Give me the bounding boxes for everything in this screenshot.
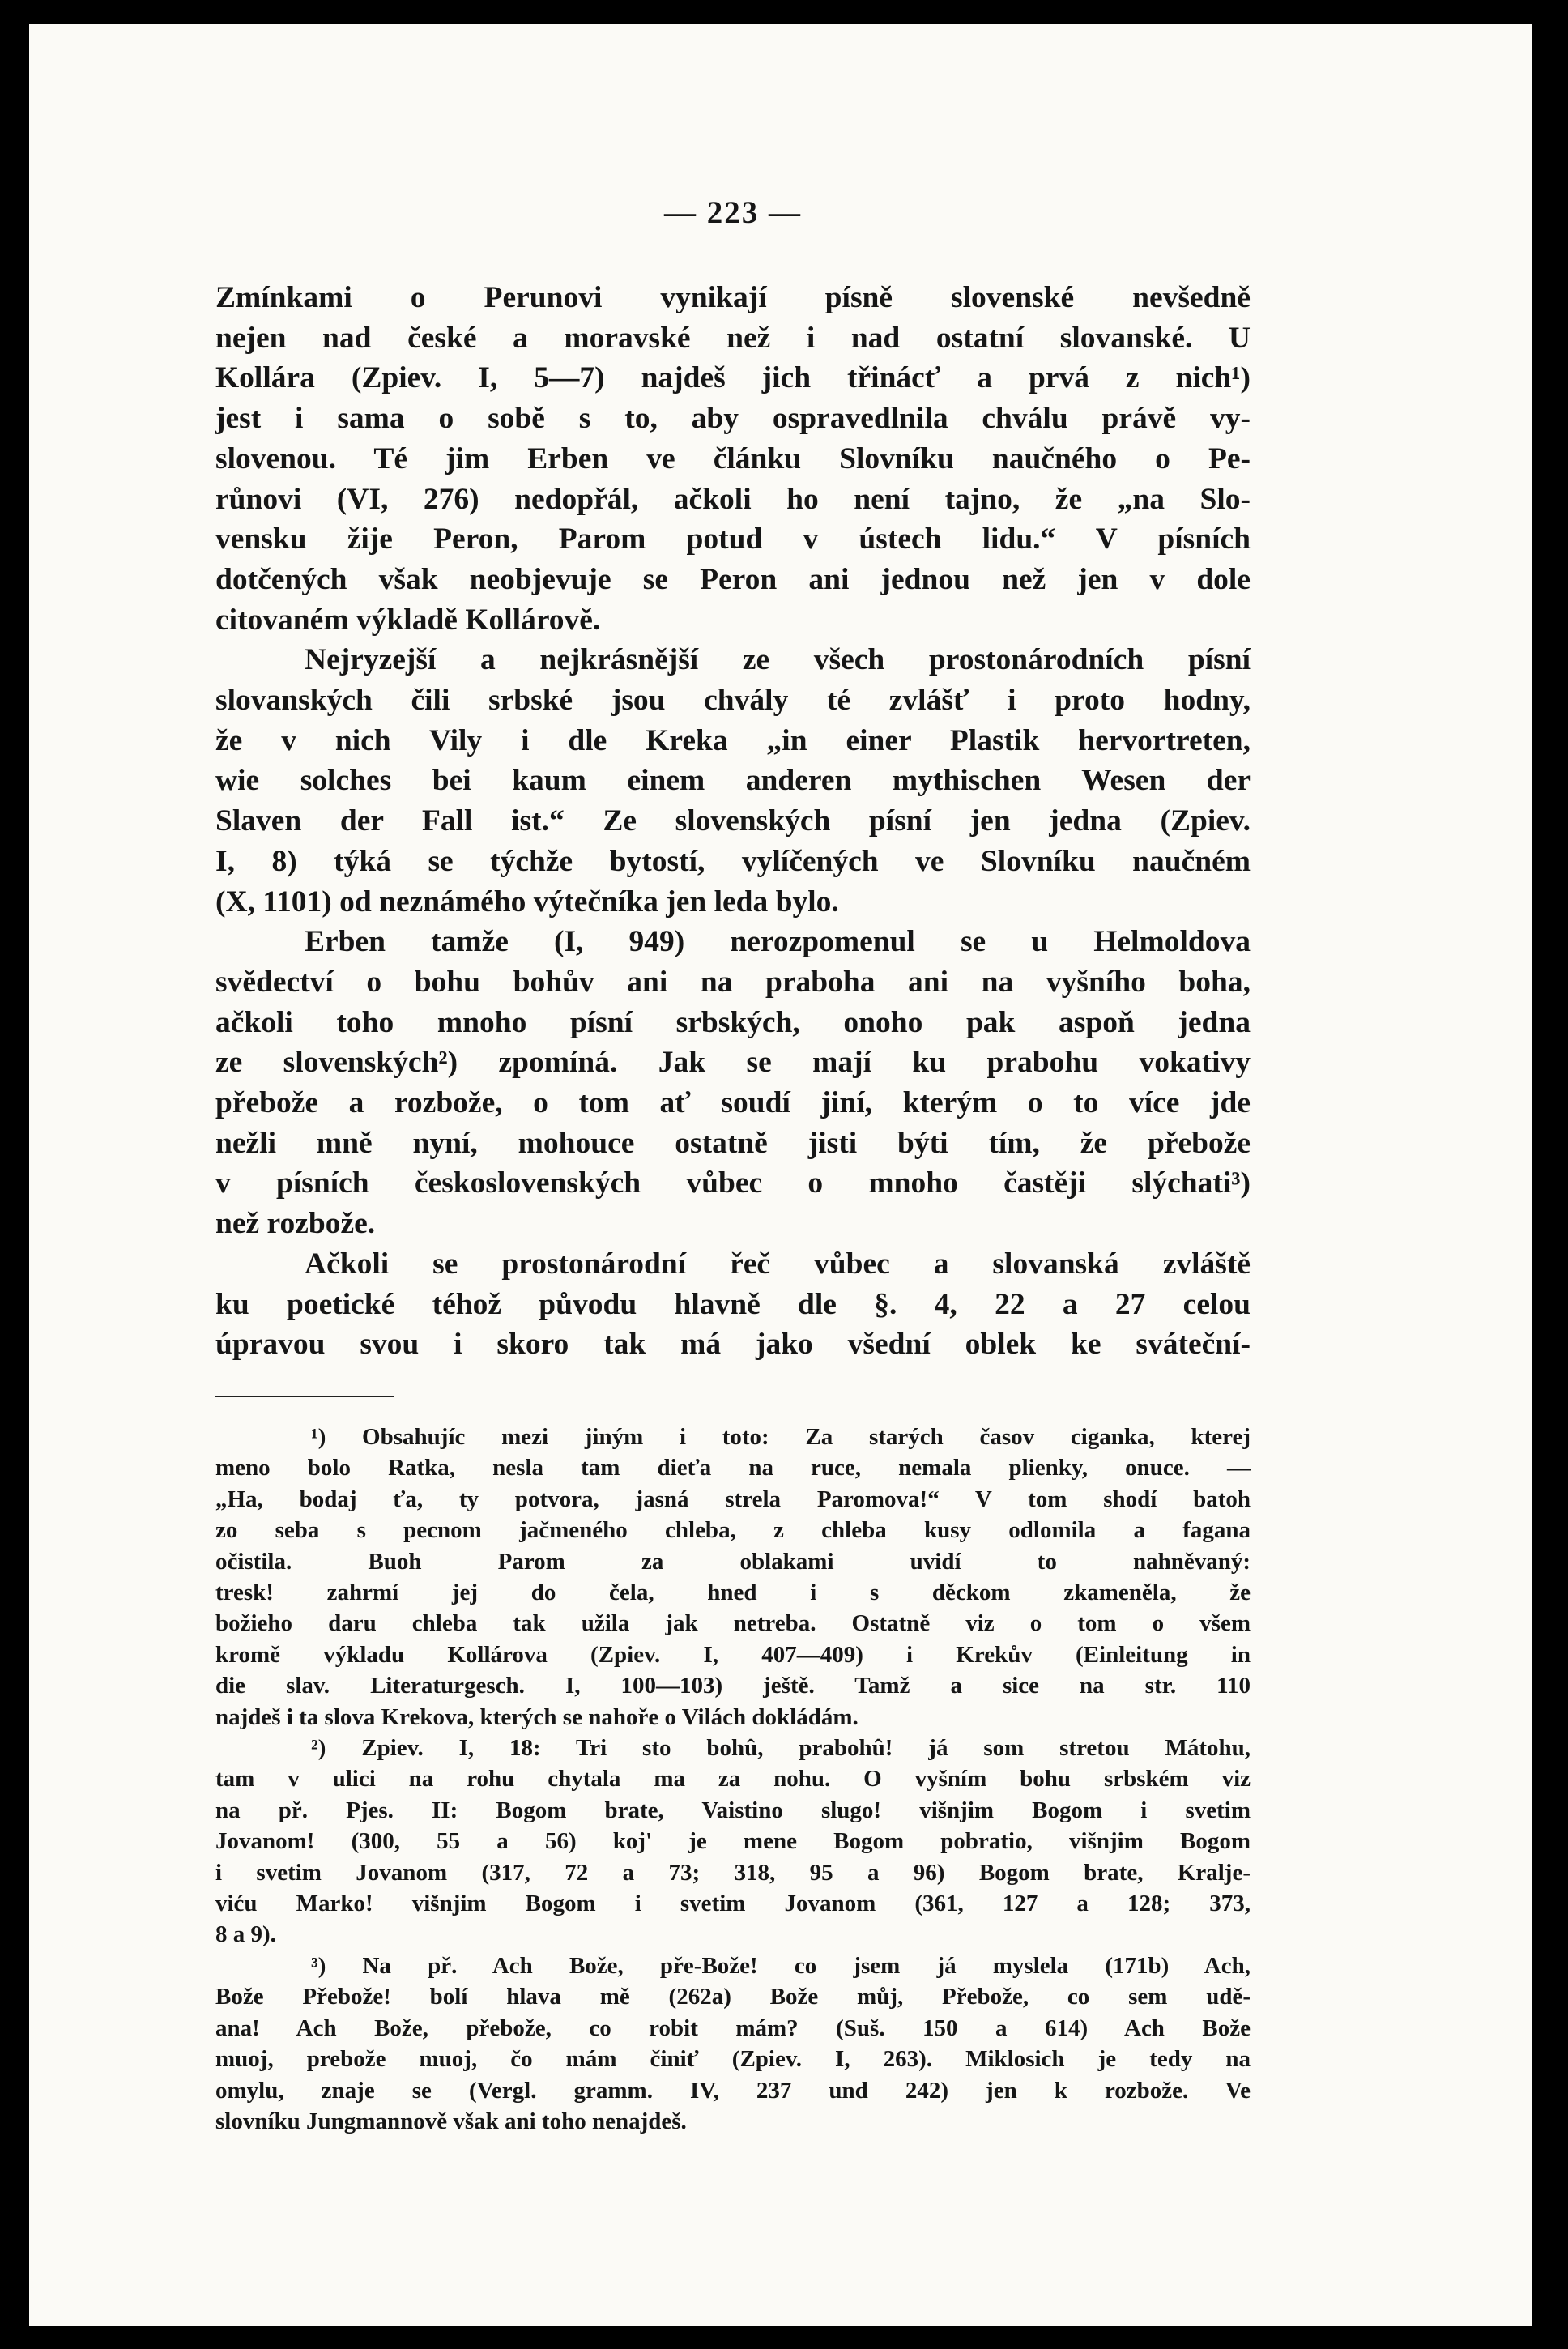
footnote-line: najdeš i ta slova Krekova, kterých se nahoře o Vilách dokládám.	[215, 1703, 859, 1730]
text-line: ku poetické téhož původu hlavně dle §. 4, 22 a 27 celou	[215, 1287, 1251, 1321]
footnote-line: Jovanom! (300, 55 a 56) koj' je mene Bogom pobratio, višnjim Bogom	[215, 1828, 1251, 1855]
paragraph-3	[215, 922, 1251, 1244]
footnote-line: omylu, znaje se (Vergl. gramm. IV, 237 und 242) jen k rozbože. Ve	[215, 2077, 1251, 2104]
footnote-line: slovníku Jungmannově však ani toho nenajdeš.	[215, 2108, 687, 2134]
text-line: růnovi (VI, 276) nedopřál, ačkoli ho není tajno, že „na Slo-	[215, 482, 1251, 516]
text-line: citovaném výkladě Kollárově.	[215, 603, 601, 637]
text-line: dotčených však neobjevuje se Peron ani jednou než jen v dole	[215, 562, 1251, 596]
footnote-line: ana! Ach Bože, přebože, co robit mám? (Suš. 150 a 614) Ach Bože	[215, 2014, 1251, 2041]
footnote-line: ¹) Obsahujíc mezi jiným i toto: Za starých časov ciganka, kterej	[311, 1423, 1251, 1450]
footnote-line: meno bolo Ratka, nesla tam dieťa na ruce, nemala plienky, onuce. —	[215, 1455, 1251, 1481]
footnote-line: tam v ulici na rohu chytala ma za nohu. O vyšním bohu srbském viz	[215, 1766, 1251, 1793]
footnote-line: božieho daru chleba tak užila jak netreba. Ostatně viz o tom o všem	[215, 1610, 1251, 1637]
footnote-line: „Ha, bodaj ťa, ty potvora, jasná strela Paromova!“ V tom shodí batoh	[215, 1486, 1251, 1512]
text-line: slovanských čili srbské jsou chvály té zvlášť i proto hodny,	[215, 684, 1251, 718]
text-line: Erben tamže (I, 949) nerozpomenul se u Helmoldova	[305, 925, 1251, 959]
scan-border	[29, 0, 1532, 24]
footnote-line: ³) Na př. Ach Bože, pře-Bože! co jsem já myslela (171b) Ach,	[311, 1952, 1251, 1979]
text-line: Nejryzejší a nejkrásnější ze všech prostonárodních písní	[305, 643, 1251, 677]
footnote-separator	[215, 1396, 394, 1397]
footnote-line: tresk! zahrmí jej do čela, hned i s děckom zkameněla, že	[215, 1580, 1251, 1606]
text-line: ze slovenských²) zpomíná. Jak se mají ku prabohu vokativy	[215, 1046, 1251, 1080]
footnote-line: muoj, prebože muoj, čo mám činiť (Zpiev. I, 263). Miklosich je tedy na	[215, 2046, 1251, 2073]
footnote-line: die slav. Literaturgesch. I, 100—103) ještě. Tamž a sice na str. 110	[215, 1673, 1251, 1699]
paragraph-1	[215, 278, 1251, 640]
text-line: svědectví o bohu bohův ani na praboha ani na vyšního boha,	[215, 965, 1251, 999]
text-line: Zmínkami o Perunovi vynikají písně slovenské nevšedně	[215, 281, 1251, 314]
footnote-line: ²) Zpiev. I, 18: Tri sto bohû, prabohû! já som stretou Mátohu,	[311, 1735, 1251, 1762]
text-line: než rozbože.	[215, 1207, 376, 1241]
page-content	[215, 194, 1251, 2137]
text-line: slovenou. Té jim Erben ve článku Slovníku naučného o Pe-	[215, 441, 1251, 475]
text-line: wie solches bei kaum einem anderen mythischen Wesen der	[215, 764, 1251, 798]
text-line: úpravou svou i skoro tak má jako všední oblek ke sváteční-	[215, 1328, 1251, 1362]
text-line: Ačkoli se prostonárodní řeč vůbec a slovanská zvláště	[305, 1247, 1251, 1281]
footnote-line: očistila. Buoh Parom za oblakami uvidí to nahněvaný:	[215, 1548, 1251, 1575]
text-line: Kollára (Zpiev. I, 5—7) najdeš jich třinácť a prvá z nich¹)	[215, 361, 1251, 395]
text-line: přebože a rozbože, o tom ať soudí jiní, kterým o to více jde	[215, 1086, 1251, 1120]
text-line: v písních československých vůbec o mnoho častěji slýchati³)	[215, 1166, 1251, 1200]
paragraph-4	[215, 1244, 1251, 1365]
text-line: Slaven der Fall ist.“ Ze slovenských písní jen jedna (Zpiev.	[215, 804, 1251, 838]
text-line: že v nich Vily i dle Kreka „in einer Plastik hervortreten,	[215, 723, 1251, 757]
footnote-line: zo seba s pecnom jačmeného chleba, z chleba kusy odlomila a fagana	[215, 1517, 1251, 1544]
text-line: ačkoli toho mnoho písní srbských, onoho pak aspoň jedna	[215, 1005, 1251, 1039]
text-line: (X, 1101) od neznámého výtečníka jen leda bylo.	[215, 885, 839, 919]
footnote-line: kromě výkladu Kollárova (Zpiev. I, 407—409) i Krekův (Einleitung in	[215, 1641, 1251, 1668]
text-line: jest i sama o sobě s to, aby ospravedlnila chválu právě vy-	[215, 402, 1251, 436]
text-line: nežli mně nyní, mohouce ostatně jisti býti tím, že přebože	[215, 1126, 1251, 1160]
footnote-line: viću Marko! višnjim Bogom i svetim Jovanom (361, 127 a 128; 373,	[215, 1891, 1251, 1917]
text-line: nejen nad české a moravské než i nad ostatní slovanské. U	[215, 321, 1251, 355]
footnote-line: na př. Pjes. II: Bogom brate, Vaistino slugo! višnjim Bogom i svetim	[215, 1797, 1251, 1823]
footnote-3	[215, 1950, 1251, 2137]
page-number: — 223 —	[664, 195, 802, 230]
text-line: vensku žije Peron, Parom potud v ústech lidu.“ V písních	[215, 522, 1251, 556]
footnote-2	[215, 1733, 1251, 1950]
footnote-1	[215, 1422, 1251, 1733]
text-line: I, 8) týká se týchže bytostí, vylíčených ve Slovníku naučném	[215, 844, 1251, 878]
footnote-line: 8 a 9).	[215, 1921, 276, 1948]
paragraph-2	[215, 640, 1251, 922]
footnote-line: Bože Přebože! bolí hlava mě (262a) Bože můj, Přebože, co sem udě-	[215, 1984, 1251, 2010]
footnote-line: i svetim Jovanom (317, 72 a 73; 318, 95 a 96) Bogom brate, Kralje-	[215, 1859, 1251, 1886]
